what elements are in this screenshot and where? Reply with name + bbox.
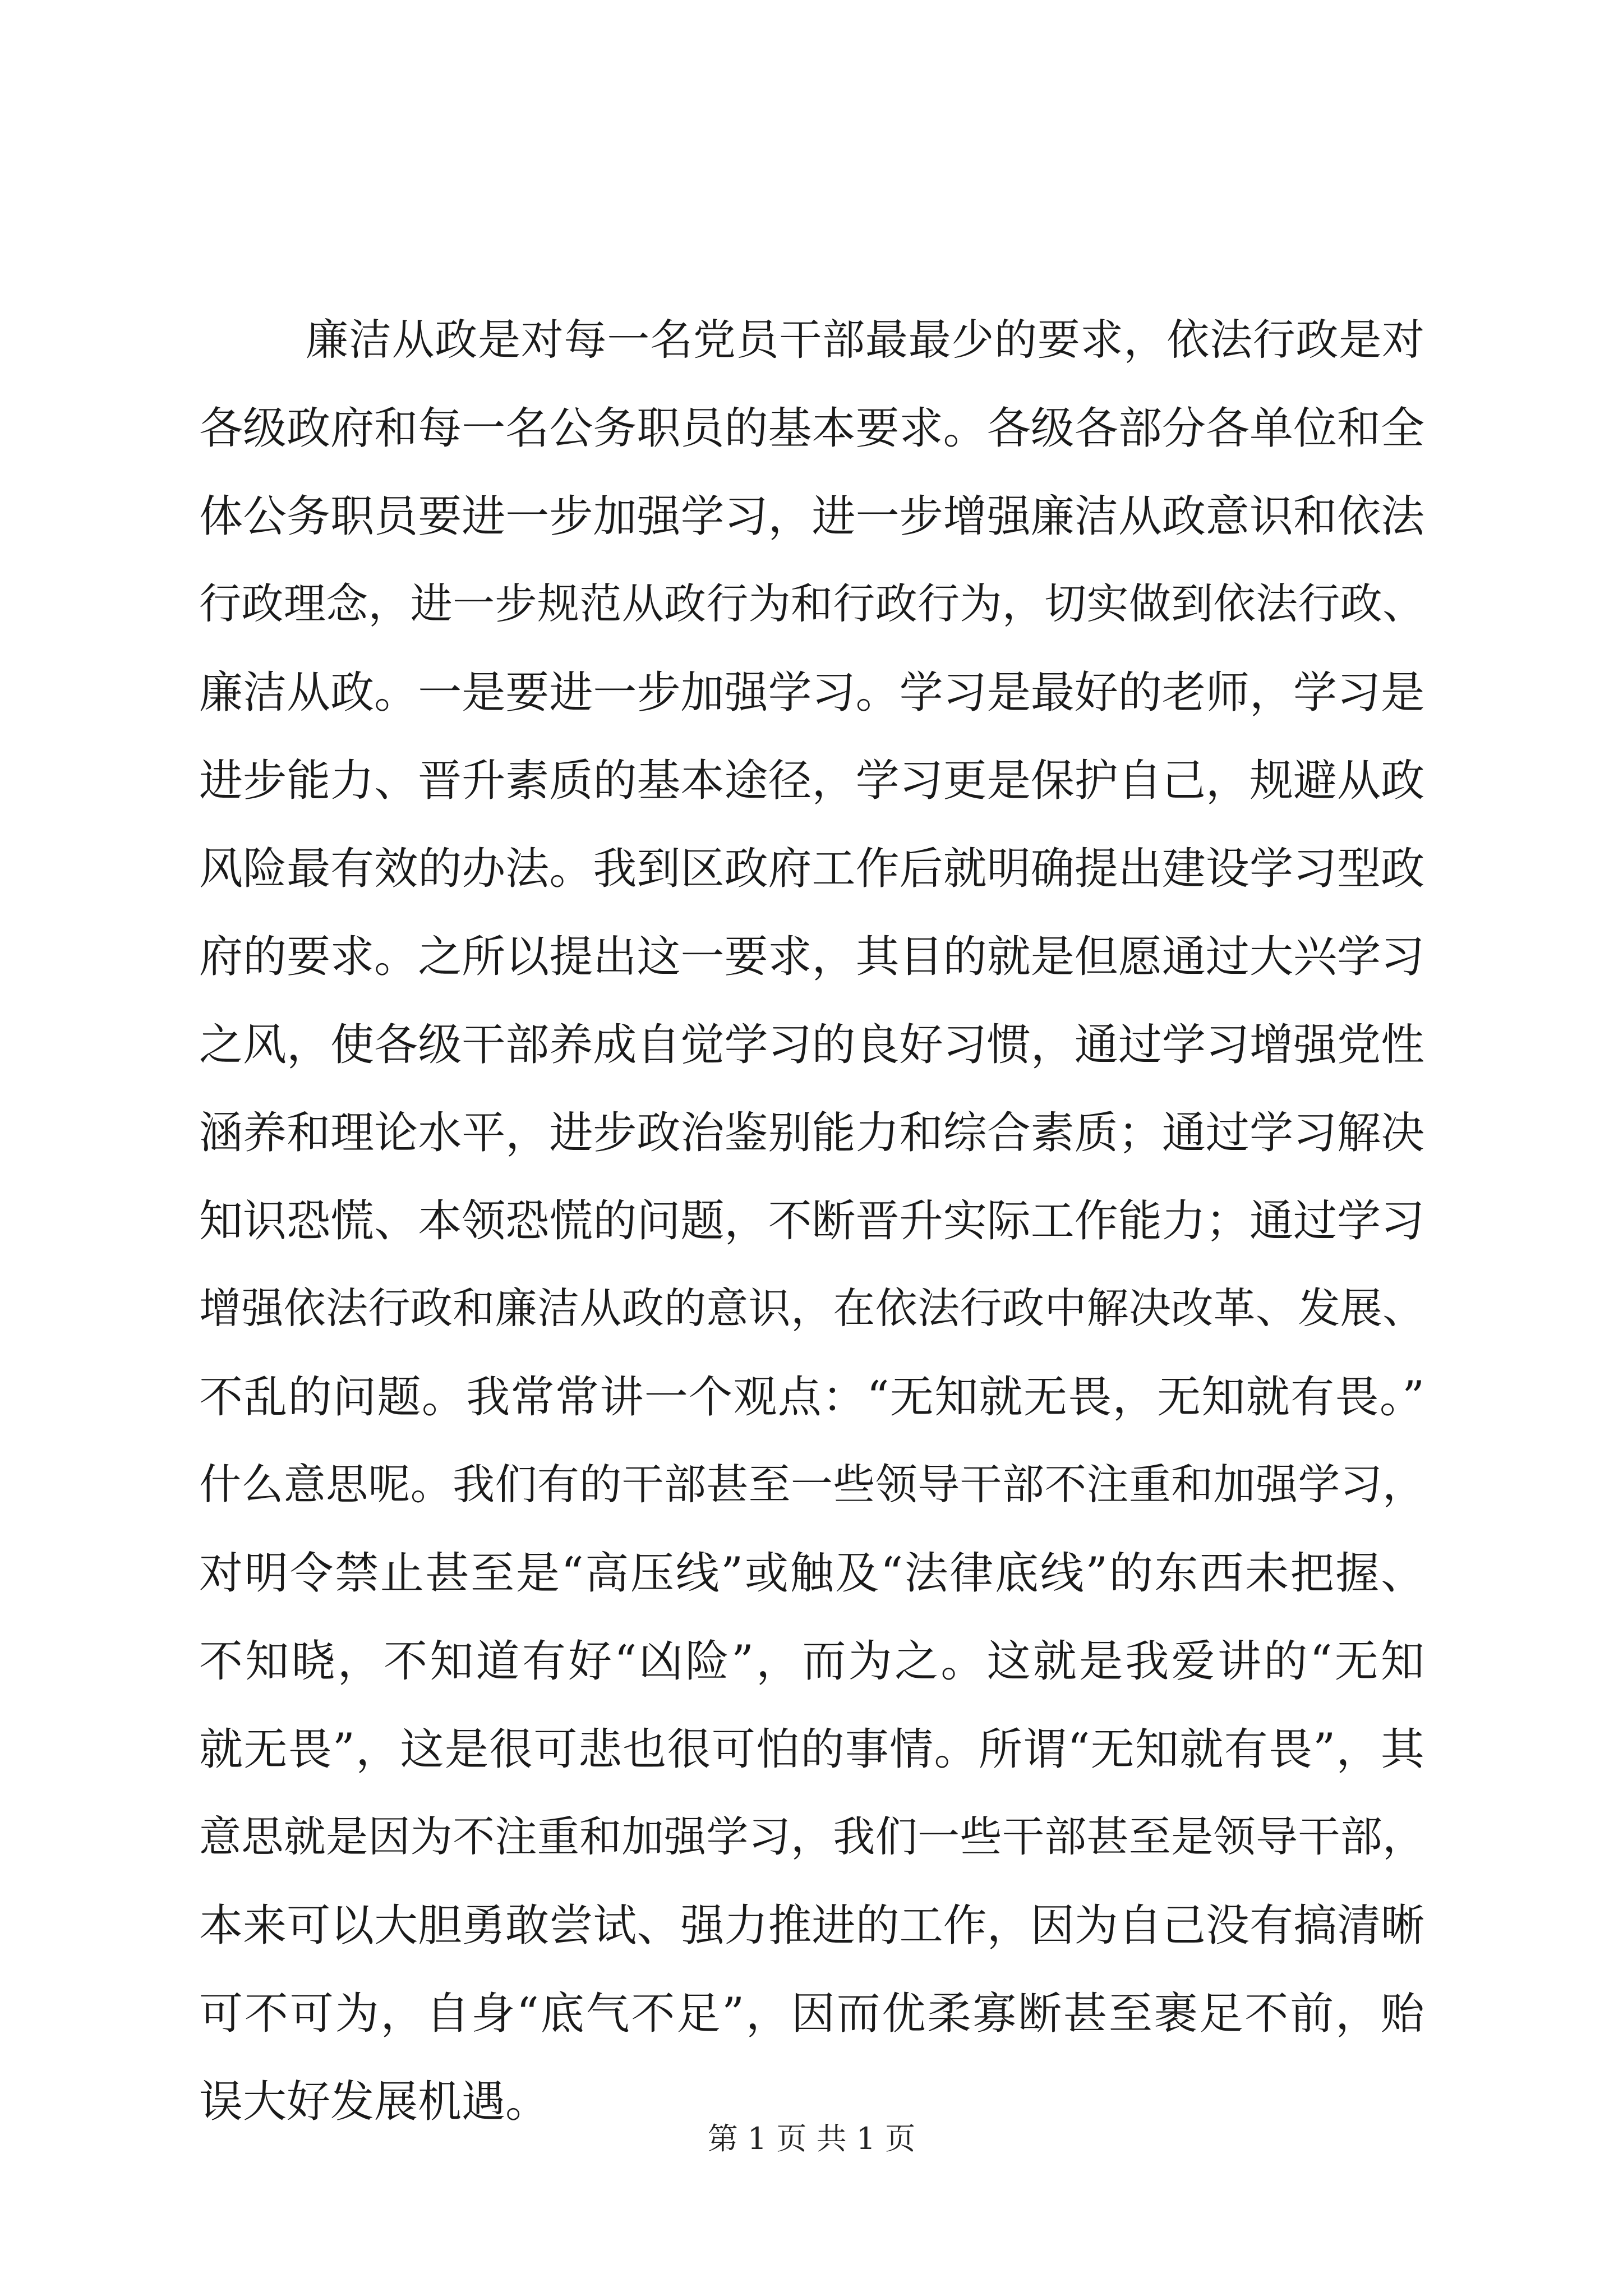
text-line-3: 体公务职员要进一步加强学习，进一步增强廉洁从政意识和依法 [199, 491, 1425, 542]
text-line-20: 可不可为，自身“底气不足”，因而优柔寡断甚至裹足不前，贻 [199, 1989, 1426, 2039]
text-line-5: 廉洁从政。一是要进一步加强学习。学习是最好的老师，学习是 [199, 668, 1425, 718]
text-line-13: 不乱的问题。我常常讲一个观点：“无知就无畏，无知就有畏。” [199, 1372, 1426, 1423]
text-line-1: 廉洁从政是对每一名党员干部最最少的要求，依法行政是对 [306, 315, 1425, 365]
text-line-11: 知识恐慌、本领恐慌的问题，不断晋升实际工作能力；通过学习 [199, 1196, 1425, 1246]
text-line-2: 各级政府和每一名公务职员的基本要求。各级各部分各单位和全 [199, 403, 1425, 454]
text-line-6: 进步能力、晋升素质的基本途径，学习更是保护自己，规避从政 [199, 756, 1425, 806]
text-line-18: 意思就是因为不注重和加强学习，我们一些干部甚至是领导干部， [199, 1812, 1425, 1861]
text-line-16: 不知晓，不知道有好“凶险”，而为之。这就是我爱讲的“无知 [199, 1636, 1427, 1687]
text-line-12: 增强依法行政和廉洁从政的意识，在依法行政中解决改革、发展、 [199, 1283, 1425, 1333]
text-line-9: 之风，使各级干部养成自觉学习的良好习惯，通过学习增强党性 [199, 1020, 1425, 1070]
page-number-footer: 第 1 页 共 1 页 [707, 2121, 916, 2156]
text-line-7: 风险最有效的办法。我到区政府工作后就明确提出建设学习型政 [199, 844, 1425, 894]
text-line-15: 对明令禁止甚至是“高压线”或触及“法律底线”的东西未把握、 [199, 1548, 1426, 1599]
text-line-19: 本来可以大胆勇敢尝试、强力推进的工作，因为自己没有搞清晰 [199, 1901, 1425, 1951]
text-line-8: 府的要求。之所以提出这一要求，其目的就是但愿通过大兴学习 [199, 932, 1425, 982]
text-line-21: 误大好发展机遇。 [199, 2077, 550, 2127]
text-line-10: 涵养和理论水平，进步政治鉴别能力和综合素质；通过学习解决 [199, 1108, 1425, 1158]
text-line-17: 就无畏”，这是很可悲也很可怕的事情。所谓“无知就有畏”，其 [199, 1724, 1426, 1775]
text-line-14: 什么意思呢。我们有的干部甚至一些领导干部不注重和加强学习， [199, 1460, 1425, 1509]
text-line-4: 行政理念，进一步规范从政行为和行政行为，切实做到依法行政、 [199, 579, 1425, 628]
